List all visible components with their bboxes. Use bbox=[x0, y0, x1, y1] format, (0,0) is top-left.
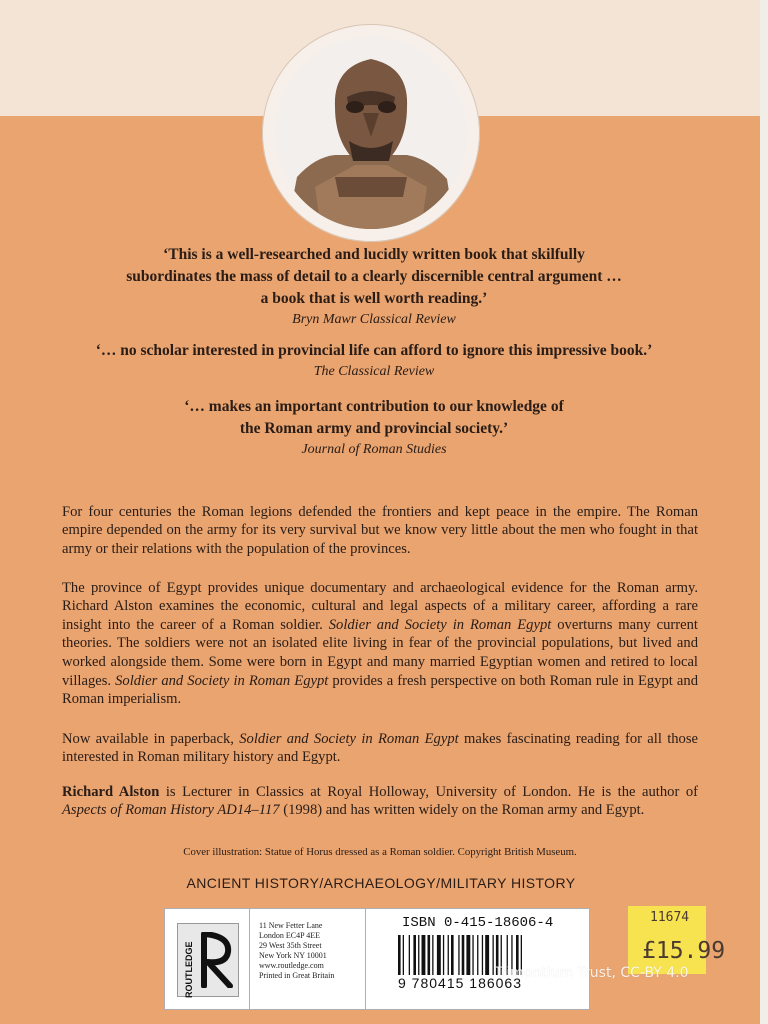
barcode-bar bbox=[428, 935, 431, 975]
isbn-label: ISBN 0-415-18606-4 bbox=[402, 915, 554, 931]
publisher-address bbox=[259, 921, 363, 981]
barcode-bar bbox=[437, 935, 441, 975]
other-book-title: Aspects of Roman History AD14–117 bbox=[62, 802, 280, 819]
horus-statue-drawing bbox=[275, 37, 467, 229]
blurb-paragraph-1: For four centuries the Roman legions defended the frontiers and kept peace in the empire. The Roman empire depended on the army for its very survival but we know very little about the men who fought in that army or their relations with the population of the provinces. bbox=[62, 503, 698, 557]
price-sticker bbox=[628, 906, 726, 974]
address-line: www.routledge.com bbox=[259, 961, 324, 970]
quote-source: The Classical Review bbox=[313, 364, 435, 379]
barcode-bar bbox=[448, 935, 449, 975]
ean-number: 9 780415 186063 bbox=[398, 975, 522, 991]
routledge-wordmark: ROUTLEDGE bbox=[184, 941, 194, 998]
review-quote-2 bbox=[0, 340, 748, 382]
barcode-bar bbox=[466, 935, 470, 975]
barcode-bar bbox=[403, 935, 404, 975]
author-name: Richard Alston bbox=[62, 783, 160, 800]
barcode-bar bbox=[451, 935, 454, 975]
barcode-bar bbox=[432, 935, 433, 975]
blurb-text: provides a fresh perspective on both Roman rule in Egypt and Roman imperialism. bbox=[62, 672, 698, 708]
address-line: London EC4P 4EE bbox=[259, 931, 321, 940]
barcode-bar bbox=[398, 935, 401, 975]
quote-line: ‘… no scholar interested in provincial life can afford to ignore this impressive book.’ bbox=[95, 342, 653, 359]
barcode-bar bbox=[422, 935, 426, 975]
publisher-logo-cell bbox=[165, 909, 250, 1009]
quote-line: the Roman army and provincial society.’ bbox=[239, 420, 509, 437]
author-bio bbox=[62, 783, 698, 820]
barcode-bar bbox=[462, 935, 465, 975]
isbn-cell bbox=[365, 909, 590, 1009]
photo-credit: Trimontium Trust, CC-BY 4.0 bbox=[494, 965, 689, 981]
subject-category: ANCIENT HISTORY/ARCHAEOLOGY/MILITARY HISTORY bbox=[186, 875, 576, 891]
barcode-bar bbox=[413, 935, 416, 975]
blurb-text: is Lecturer in Classics at Royal Holloway, University of London. He is the author of bbox=[165, 783, 698, 800]
address-line: 29 West 35th Street bbox=[259, 941, 322, 950]
quote-line: ‘This is a well-researched and lucidly written book that skilfully bbox=[163, 246, 585, 263]
blurb-text: overturns many current theories. The soldiers were not an isolated elite living in fear of the provincial populations, but lived and worked alongside them. Some were born in Egypt and many married Egyptian women and retired to local villages. bbox=[62, 616, 698, 689]
book-title: Soldier and Society in Roman Egypt bbox=[328, 616, 552, 633]
blurb-text: Now available in paperback, bbox=[62, 730, 234, 747]
barcode-bar bbox=[482, 935, 483, 975]
routledge-logo bbox=[177, 923, 239, 997]
barcode-panel bbox=[164, 908, 590, 1010]
address-line: Printed in Great Britain bbox=[259, 971, 335, 980]
quote-line: a book that is well worth reading.’ bbox=[260, 290, 488, 307]
quote-source: Journal of Roman Studies bbox=[301, 442, 447, 457]
barcode-bar bbox=[477, 935, 478, 975]
quote-line: ‘… makes an important contribution to our knowledge of bbox=[184, 398, 564, 415]
address-line: 11 New Fetter Lane bbox=[259, 921, 323, 930]
barcode-bar bbox=[472, 935, 473, 975]
cover-edge bbox=[760, 0, 768, 1024]
stock-code: 11674 bbox=[650, 910, 690, 925]
cover-illustration-caption: Cover illustration: Statue of Horus dressed as a Roman soldier. Copyright British Museum. bbox=[183, 846, 577, 858]
blurb-text: The province of Egypt provides unique documentary and archaeological evidence for the Roman army. Richard Alston examines the economic, cultural and legal aspects of a military career, affording a rare insight into the career of a Roman soldier. bbox=[62, 579, 698, 633]
blurb-text: makes fascinating reading for all those interested in Roman military history and Egypt. bbox=[62, 730, 698, 766]
address-line: New York NY 10001 bbox=[259, 951, 327, 960]
review-quote-1 bbox=[0, 244, 748, 330]
book-title: Soldier and Society in Roman Egypt bbox=[239, 730, 459, 747]
horus-statue-image bbox=[275, 37, 467, 229]
barcode-bar bbox=[443, 935, 444, 975]
price-label: £15.99 bbox=[642, 938, 726, 964]
review-quote-3 bbox=[0, 396, 748, 460]
blurb-text: (1998) and has written widely on the Roman army and Egypt. bbox=[283, 802, 645, 819]
blurb-paragraph-2 bbox=[62, 579, 698, 709]
quote-source: Bryn Mawr Classical Review bbox=[292, 312, 456, 327]
barcode-bar bbox=[458, 935, 459, 975]
barcode-bar bbox=[409, 935, 410, 975]
barcode-bar bbox=[418, 935, 419, 975]
routledge-r-icon bbox=[200, 932, 234, 988]
barcode-bar bbox=[485, 935, 489, 975]
quote-line: subordinates the mass of detail to a clearly discernible central argument … bbox=[126, 268, 622, 285]
book-title: Soldier and Society in Roman Egypt bbox=[115, 672, 329, 689]
blurb-paragraph-3 bbox=[62, 730, 698, 767]
